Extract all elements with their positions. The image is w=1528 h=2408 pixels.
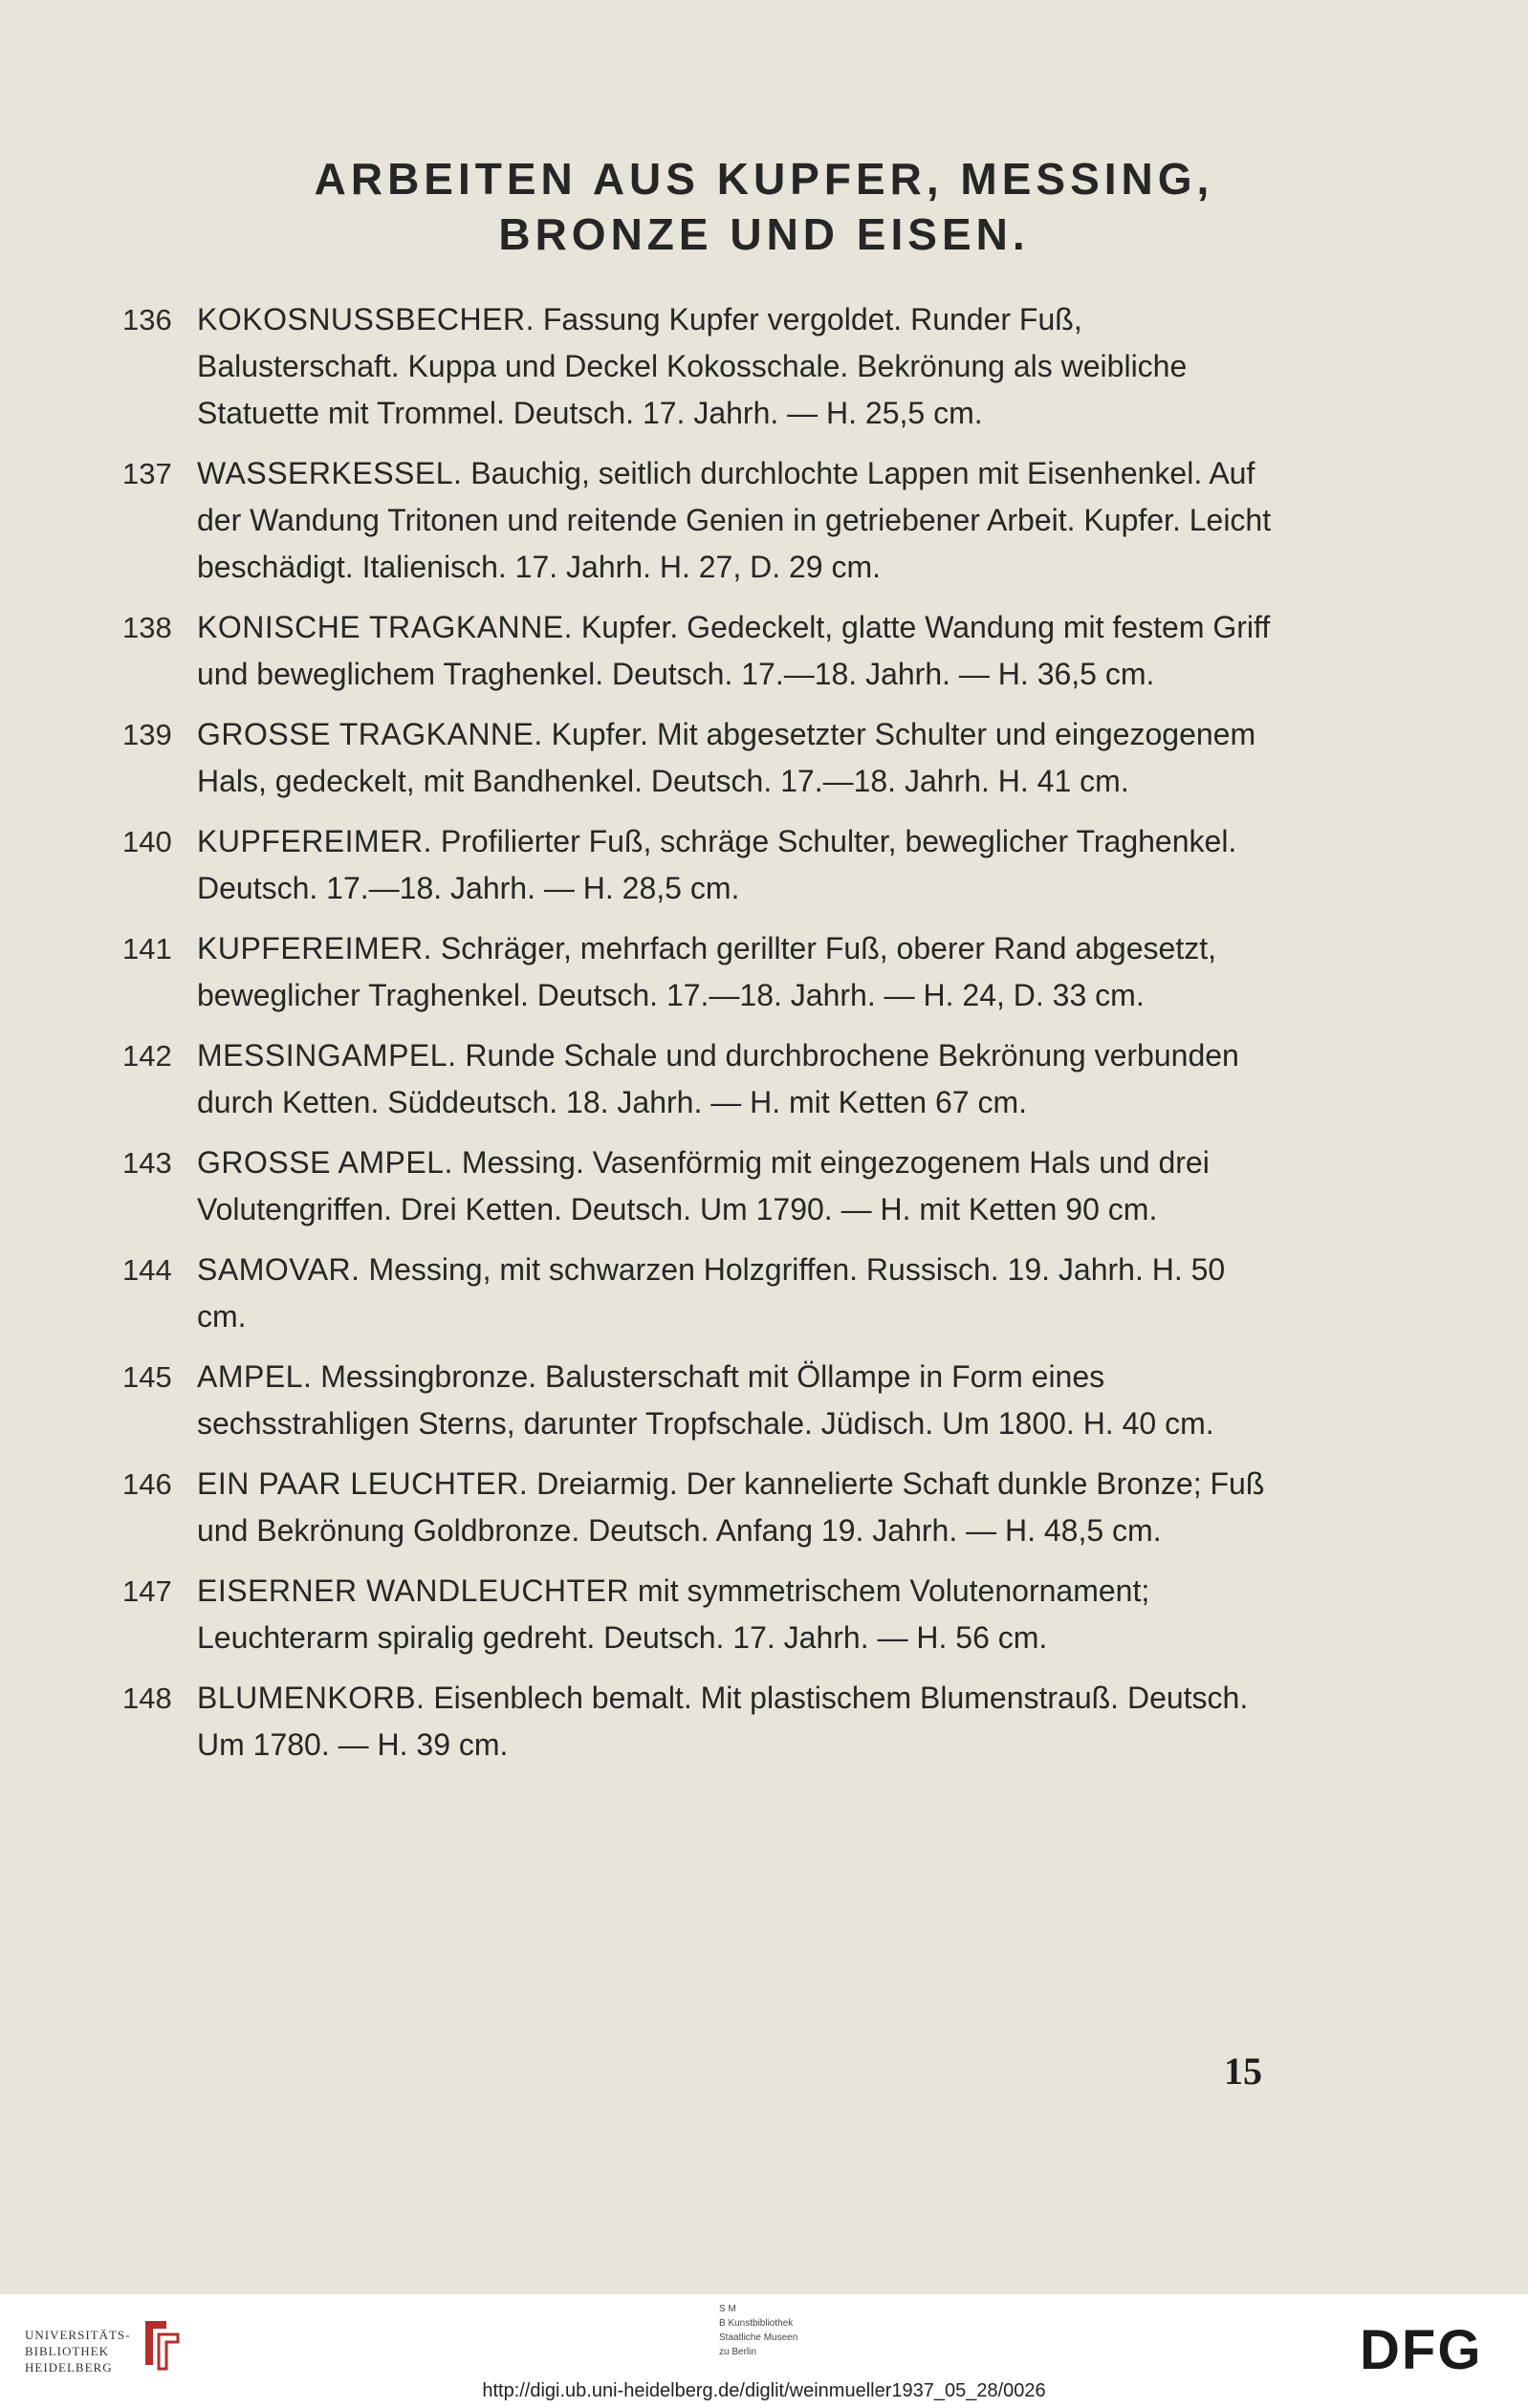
entry-description: Messing. Vasenförmig mit eingezogenem Hals und drei Volutengriffen. Drei Ketten. Deutsch. Um 1790. — H. mit Ketten 90 cm. bbox=[197, 1145, 1210, 1226]
entry-description: Fassung Kupfer vergoldet. Runder Fuß, Balusterschaft. Kuppa und Deckel Kokosschale. Bekrönung als weibliche Statuette mit Trommel. Deutsch. 17. Jahrh. — H. 25,5 cm. bbox=[197, 302, 1188, 430]
entry-name: WASSERKESSEL. bbox=[197, 456, 463, 490]
catalog-entry bbox=[122, 1354, 1279, 1447]
entry-description: Messing, mit schwarzen Holzgriffen. Russisch. 19. Jahrh. H. 50 cm. bbox=[197, 1252, 1226, 1334]
entry-number: 139 bbox=[122, 718, 172, 751]
entry-name: KOKOSNUSSBECHER. bbox=[197, 302, 535, 336]
catalog-entry bbox=[122, 818, 1279, 912]
university-line-1: UNIVERSITÄTS- bbox=[25, 2328, 131, 2342]
university-line-2: BIBLIOTHEK bbox=[25, 2344, 109, 2358]
entry-name: GROSSE AMPEL. bbox=[197, 1145, 453, 1180]
catalog-entry bbox=[122, 1139, 1279, 1233]
entry-text bbox=[197, 1461, 1279, 1554]
entry-number: 147 bbox=[122, 1574, 172, 1608]
section-heading-line-2: BRONZE UND EISEN. bbox=[498, 209, 1030, 259]
entry-description: Schräger, mehrfach gerillter Fuß, oberer Rand abgesetzt, beweglicher Traghenkel. Deutsch. 17.—18. Jahrh. — H. 24, D. 33 cm. bbox=[197, 931, 1216, 1012]
entry-text bbox=[197, 296, 1279, 437]
entry-name: MESSINGAMPEL. bbox=[197, 1038, 457, 1073]
page-number: 15 bbox=[1224, 2050, 1262, 2093]
entry-number: 140 bbox=[122, 825, 172, 858]
catalog-entry bbox=[122, 1568, 1279, 1661]
sm-line-2: B Kunstbibliothek bbox=[719, 2318, 794, 2329]
entry-text bbox=[197, 1032, 1279, 1126]
sm-line-1: S M bbox=[719, 2304, 736, 2314]
catalog-entry bbox=[122, 1461, 1279, 1554]
entry-description: Profilierter Fuß, schräge Schulter, beweglicher Traghenkel. Deutsch. 17.—18. Jahrh. — H. 28,5 cm. bbox=[197, 824, 1237, 905]
entry-text bbox=[197, 711, 1279, 805]
entry-description: Dreiarmig. Der kannelierte Schaft dunkle Bronze; Fuß und Bekrönung Goldbronze. Deutsch. Anfang 19. Jahrh. — H. 48,5 cm. bbox=[197, 1466, 1265, 1548]
entry-number: 137 bbox=[122, 457, 172, 490]
catalog-entry bbox=[122, 925, 1279, 1019]
section-heading-line-1: ARBEITEN AUS KUPFER, MESSING, bbox=[314, 154, 1214, 204]
footer-bar bbox=[0, 2294, 1528, 2408]
entry-text bbox=[197, 1354, 1279, 1447]
catalog-entry bbox=[122, 711, 1279, 805]
catalog-entry bbox=[122, 296, 1279, 437]
entry-description: Eisenblech bemalt. Mit plastischem Blumenstrauß. Deutsch. Um 1780. — H. 39 cm. bbox=[197, 1681, 1249, 1762]
entry-description: Kupfer. Gedeckelt, glatte Wandung mit festem Griff und beweglichem Traghenkel. Deutsch. 17.—18. Jahrh. — H. 36,5 cm. bbox=[197, 610, 1271, 691]
entry-text bbox=[197, 1675, 1279, 1768]
entry-name: KONISCHE TRAGKANNE. bbox=[197, 610, 573, 644]
entry-description: Bauchig, seitlich durchlochte Lappen mit Eisenhenkel. Auf der Wandung Tritonen und reitende Genien in getriebener Arbeit. Kupfer. Leicht beschädigt. Italienisch. 17. Jahrh. H. 27, D. 29 cm. bbox=[197, 456, 1272, 584]
entry-text bbox=[197, 818, 1279, 912]
entry-number: 145 bbox=[122, 1360, 172, 1394]
catalog-entry bbox=[122, 1032, 1279, 1126]
entry-text bbox=[197, 1568, 1279, 1661]
university-logo-icon bbox=[138, 2313, 186, 2373]
entry-description: Runde Schale und durchbrochene Bekrönung verbunden durch Ketten. Süddeutsch. 18. Jahrh. — H. mit Ketten 67 cm. bbox=[197, 1038, 1239, 1119]
entry-text bbox=[197, 450, 1279, 591]
entry-text bbox=[197, 925, 1279, 1019]
entry-number: 142 bbox=[122, 1039, 172, 1073]
entry-name: KUPFEREIMER. bbox=[197, 824, 433, 858]
sm-line-3: Staatliche Museen bbox=[719, 2332, 798, 2343]
catalog-entry bbox=[122, 1675, 1279, 1768]
entry-description: Messingbronze. Balusterschaft mit Öllampe in Form eines sechsstrahligen Sterns, darunter Tropfschale. Jüdisch. Um 1800. H. 40 cm. bbox=[197, 1359, 1214, 1441]
entry-text bbox=[197, 1247, 1279, 1340]
entry-number: 143 bbox=[122, 1146, 172, 1180]
catalog-entry bbox=[122, 1247, 1279, 1340]
entry-description: mit symmetrischem Volutenornament; Leuchterarm spiralig gedreht. Deutsch. 17. Jahrh. — H. 56 cm. bbox=[197, 1573, 1150, 1655]
catalog-entries bbox=[122, 296, 1279, 1782]
entry-description: Kupfer. Mit abgesetzter Schulter und eingezogenem Hals, gedeckelt, mit Bandhenkel. Deutsch. 17.—18. Jahrh. H. 41 cm. bbox=[197, 717, 1256, 798]
dfg-logo: DFG bbox=[1360, 2319, 1483, 2381]
university-line-3: HEIDELBERG bbox=[25, 2360, 113, 2375]
entry-name: SAMOVAR. bbox=[197, 1252, 360, 1287]
entry-number: 138 bbox=[122, 611, 172, 644]
sm-line-4: zu Berlin bbox=[719, 2347, 756, 2357]
source-url-link[interactable]: http://digi.ub.uni-heidelberg.de/diglit/weinmueller1937_05_28/0026 bbox=[482, 2380, 1046, 2401]
catalog-entry bbox=[122, 604, 1279, 698]
entry-number: 144 bbox=[122, 1253, 172, 1287]
entry-text bbox=[197, 1139, 1279, 1233]
entry-number: 146 bbox=[122, 1467, 172, 1501]
entry-number: 148 bbox=[122, 1681, 172, 1715]
entry-name: AMPEL. bbox=[197, 1359, 313, 1394]
entry-name: EIN PAAR LEUCHTER. bbox=[197, 1466, 529, 1501]
entry-name: KUPFEREIMER. bbox=[197, 931, 433, 965]
staatliche-museen-logo bbox=[719, 2302, 797, 2359]
entry-number: 136 bbox=[122, 303, 172, 336]
entry-name: GROSSE TRAGKANNE. bbox=[197, 717, 543, 751]
entry-name: BLUMENKORB. bbox=[197, 1681, 426, 1715]
entry-number: 141 bbox=[122, 932, 172, 965]
university-library-name bbox=[25, 2327, 131, 2375]
catalog-entry bbox=[122, 450, 1279, 591]
entry-text bbox=[197, 604, 1279, 698]
entry-name: EISERNER WANDLEUCHTER bbox=[197, 1573, 630, 1608]
